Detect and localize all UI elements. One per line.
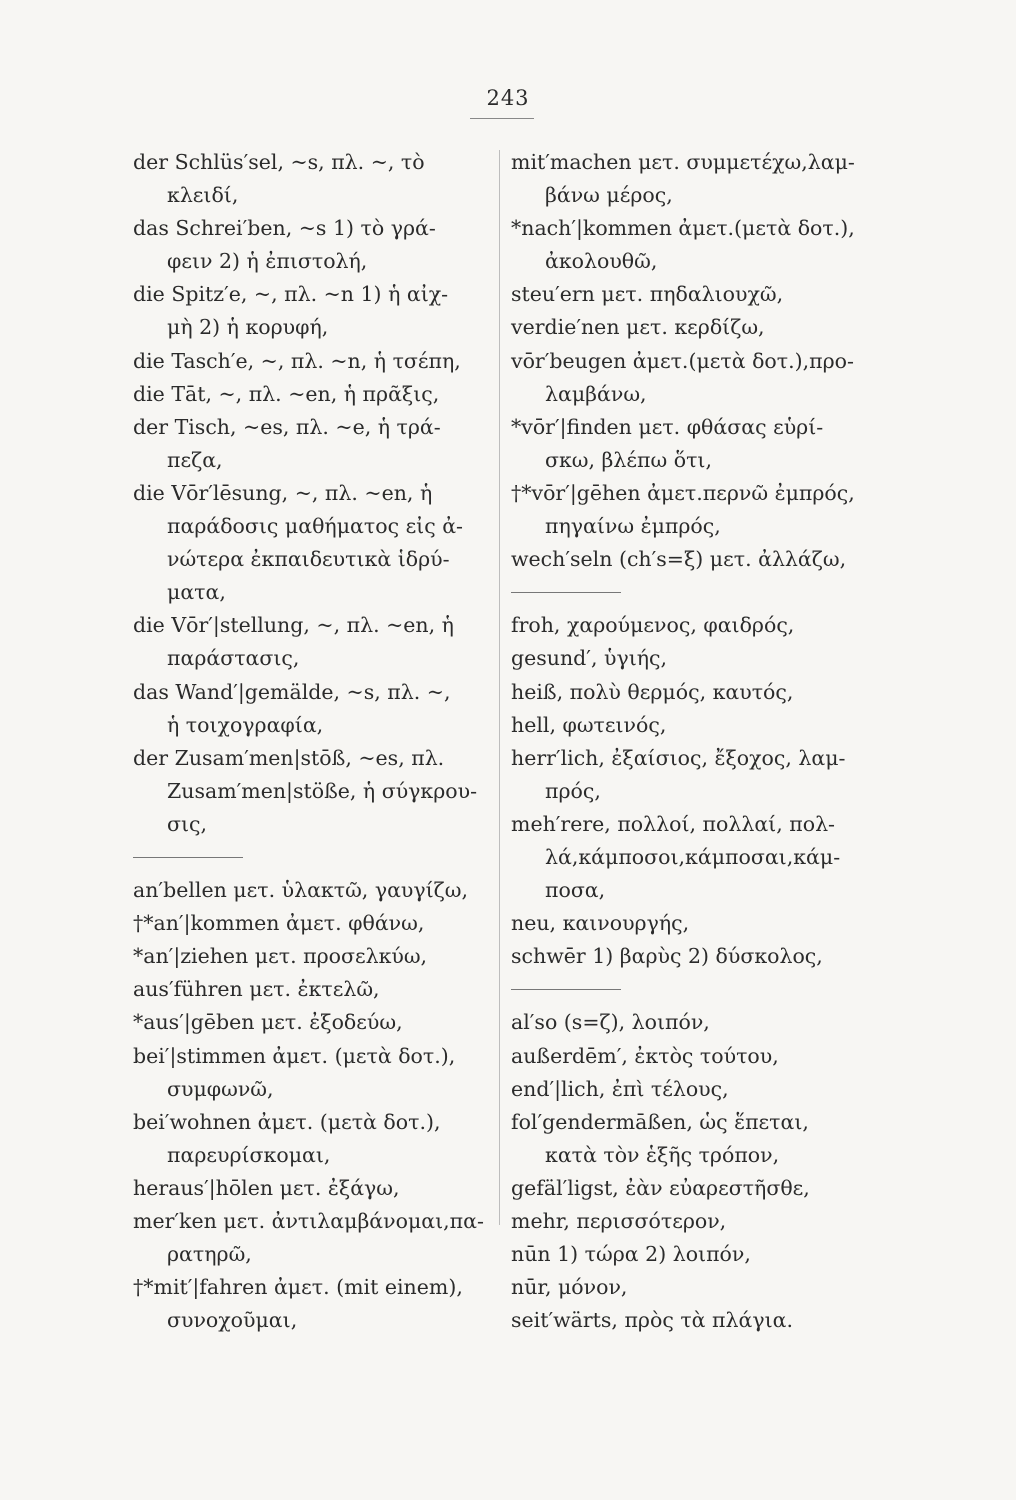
entry-continuation-line: σις, <box>167 811 208 836</box>
entry-continuation-line: πηγαίνω ἐμπρός, <box>545 514 721 539</box>
dictionary-entry-line: bei′wohnen ἀμετ. (μετὰ δοτ.), <box>133 1109 441 1134</box>
entry-continuation-line: συνοχοῦμαι, <box>167 1308 298 1333</box>
dictionary-entry-line: gefäl′ligst, ἐὰν εὐαρεστῆσθε, <box>511 1175 810 1200</box>
dictionary-entry-line: steu′ern μετ. πηδαλιουχῶ, <box>511 282 784 307</box>
dictionary-entry-line: seit′wärts, πρὸς τὰ πλάγια. <box>511 1308 793 1333</box>
entry-continuation-line: φειν 2) ἡ ἐπιστολή, <box>167 249 368 274</box>
dictionary-entry-line: †*mit′|fahren ἀμετ. (mit einem), <box>133 1275 463 1300</box>
dictionary-entry-line: aus′führen μετ. ἐκτελῶ, <box>133 977 380 1002</box>
dictionary-entry-line: die Spitz′e, ~, πλ. ~n 1) ἡ αἰχ- <box>133 282 449 307</box>
dictionary-entry-line: der Tisch, ~es, πλ. ~e, ἡ τρά- <box>133 414 441 439</box>
dictionary-entry-line: der Zusam′men|stōß, ~es, πλ. <box>133 745 445 770</box>
column-divider <box>499 150 500 1225</box>
page-number: 243 <box>486 86 530 110</box>
left-column <box>133 146 491 1337</box>
dictionary-entry-line: die Tāt, ~, πλ. ~en, ἡ πρᾶξις, <box>133 381 440 406</box>
dictionary-entry-line: *vōr′|finden μετ. φθάσας εὑρί- <box>511 414 824 439</box>
dictionary-entry-line: mit′machen μετ. συμμετέχω,λαμ- <box>511 150 855 174</box>
dictionary-entry-line: vōr′beugen ἀμετ.(μετὰ δοτ.),προ- <box>511 348 854 373</box>
dictionary-entry-line: *an′|ziehen μετ. προσελκύω, <box>133 944 428 969</box>
entry-continuation-line: ἀκολουθῶ, <box>545 249 658 274</box>
entry-continuation-line: νώτερα ἐκπαιδευτικὰ ἱδρύ- <box>167 547 450 572</box>
dictionary-entry-line: hell, φωτεινός, <box>511 712 667 737</box>
entry-continuation-line: πεζα, <box>167 447 223 472</box>
entry-continuation-line: σκω, βλέπω ὅτι, <box>545 447 712 472</box>
dictionary-entry-line: bei′|stimmen ἀμετ. (μετὰ δοτ.), <box>133 1043 456 1068</box>
entry-continuation-line: συμφωνῶ, <box>167 1076 274 1101</box>
entry-continuation-line: μὴ 2) ἡ κορυφή, <box>167 315 329 340</box>
dictionary-entry-line: verdie′nen μετ. κερδίζω, <box>511 315 765 340</box>
section-separator <box>511 973 881 1006</box>
dictionary-entry-line: †*an′|kommen ἀμετ. φθάνω, <box>133 911 425 936</box>
dictionary-entry-line: *nach′|kommen ἀμετ.(μετὰ δοτ.), <box>511 216 855 241</box>
dictionary-entry-line: meh′rere, πολλοί, πολλαί, πολ- <box>511 811 835 836</box>
dictionary-entry-line: nūr, μόνον, <box>511 1275 628 1300</box>
section-separator <box>133 841 491 874</box>
dictionary-entry-line: *aus′|gēben μετ. ἐξοδεύω, <box>133 1010 403 1035</box>
entry-continuation-line: πρός, <box>545 778 601 803</box>
entry-continuation-line: ρατηρῶ, <box>167 1242 252 1267</box>
dictionary-entry-line: schwēr 1) βαρὺς 2) δύσκολος, <box>511 944 823 969</box>
entry-continuation-line: λαμβάνω, <box>545 381 647 406</box>
dictionary-entry-line: der Schlüs′sel, ~s, πλ. ~, τὸ <box>133 150 425 174</box>
entry-continuation-line: κλειδί, <box>167 183 239 208</box>
dictionary-entry-line: heiß, πολὺ θερμός, καυτός, <box>511 679 794 704</box>
entry-continuation-line: παράδοσις μαθήματος εἰς ἀ- <box>167 514 463 539</box>
dictionary-entry-line: die Tasch′e, ~, πλ. ~n, ἡ τσέπη, <box>133 348 461 373</box>
dictionary-entry-line: das Schrei′ben, ~s 1) τὸ γρά- <box>133 216 436 241</box>
dictionary-entry-line: froh, χαρούμενος, φαιδρός, <box>511 613 795 638</box>
entry-continuation-line: ἡ τοιχογραφία, <box>167 712 324 737</box>
entry-continuation-line: λά,κάμποσοι,κάμποσαι,κάμ- <box>545 844 841 869</box>
entry-continuation-line: παρευρίσκομαι, <box>167 1142 331 1167</box>
dictionary-entry-line: an′bellen μετ. ὑλακτῶ, γαυγίζω, <box>133 878 469 903</box>
dictionary-entry-line: herr′lich, ἐξαίσιος, ἔξοχος, λαμ- <box>511 745 846 770</box>
dictionary-entry-line: fol′gendermāßen, ὡς ἕπεται, <box>511 1109 809 1134</box>
page-number-rule <box>470 118 534 119</box>
entry-continuation-line: ποσα, <box>545 878 606 903</box>
dictionary-entry-line: †*vōr′|gēhen ἀμετ.περνῶ ἐμπρός, <box>511 480 855 505</box>
dictionary-entry-line: heraus′|hōlen μετ. ἐξάγω, <box>133 1175 400 1200</box>
dictionary-entry-line: nūn 1) τώρα 2) λοιπόν, <box>511 1242 751 1267</box>
entry-continuation-line: παράστασις, <box>167 646 300 671</box>
dictionary-entry-line: al′so (s=ζ), λοιπόν, <box>511 1010 710 1035</box>
right-column <box>511 146 881 1337</box>
section-separator <box>511 576 881 609</box>
entry-continuation-line: Zusam′men|stöße, ἡ σύγκρου- <box>167 778 478 803</box>
dictionary-entry-line: mer′ken μετ. ἀντιλαμβάνομαι,πα- <box>133 1209 484 1233</box>
dictionary-entry-line: end′|lich, ἐπὶ τέλους, <box>511 1076 729 1101</box>
dictionary-entry-line: wech′seln (ch′s=ξ) μετ. ἀλλάζω, <box>511 547 847 572</box>
dictionary-entry-line: die Vōr′|stellung, ~, πλ. ~en, ἡ <box>133 613 454 638</box>
dictionary-entry-line: neu, καινουργής, <box>511 911 690 936</box>
entry-continuation-line: βάνω μέρος, <box>545 183 673 208</box>
dictionary-entry-line: das Wand′|gemälde, ~s, πλ. ~, <box>133 679 451 704</box>
dictionary-entry-line: die Vōr′lēsung, ~, πλ. ~en, ἡ <box>133 480 433 505</box>
entry-continuation-line: ματα, <box>167 580 226 605</box>
entry-continuation-line: κατὰ τὸν ἑξῆς τρόπον, <box>545 1142 780 1167</box>
dictionary-entry-line: mehr, περισσότερον, <box>511 1209 727 1233</box>
dictionary-entry-line: gesund′, ὑγιής, <box>511 646 668 671</box>
dictionary-entry-line: außerdēm′, ἐκτὸς τούτου, <box>511 1043 779 1068</box>
